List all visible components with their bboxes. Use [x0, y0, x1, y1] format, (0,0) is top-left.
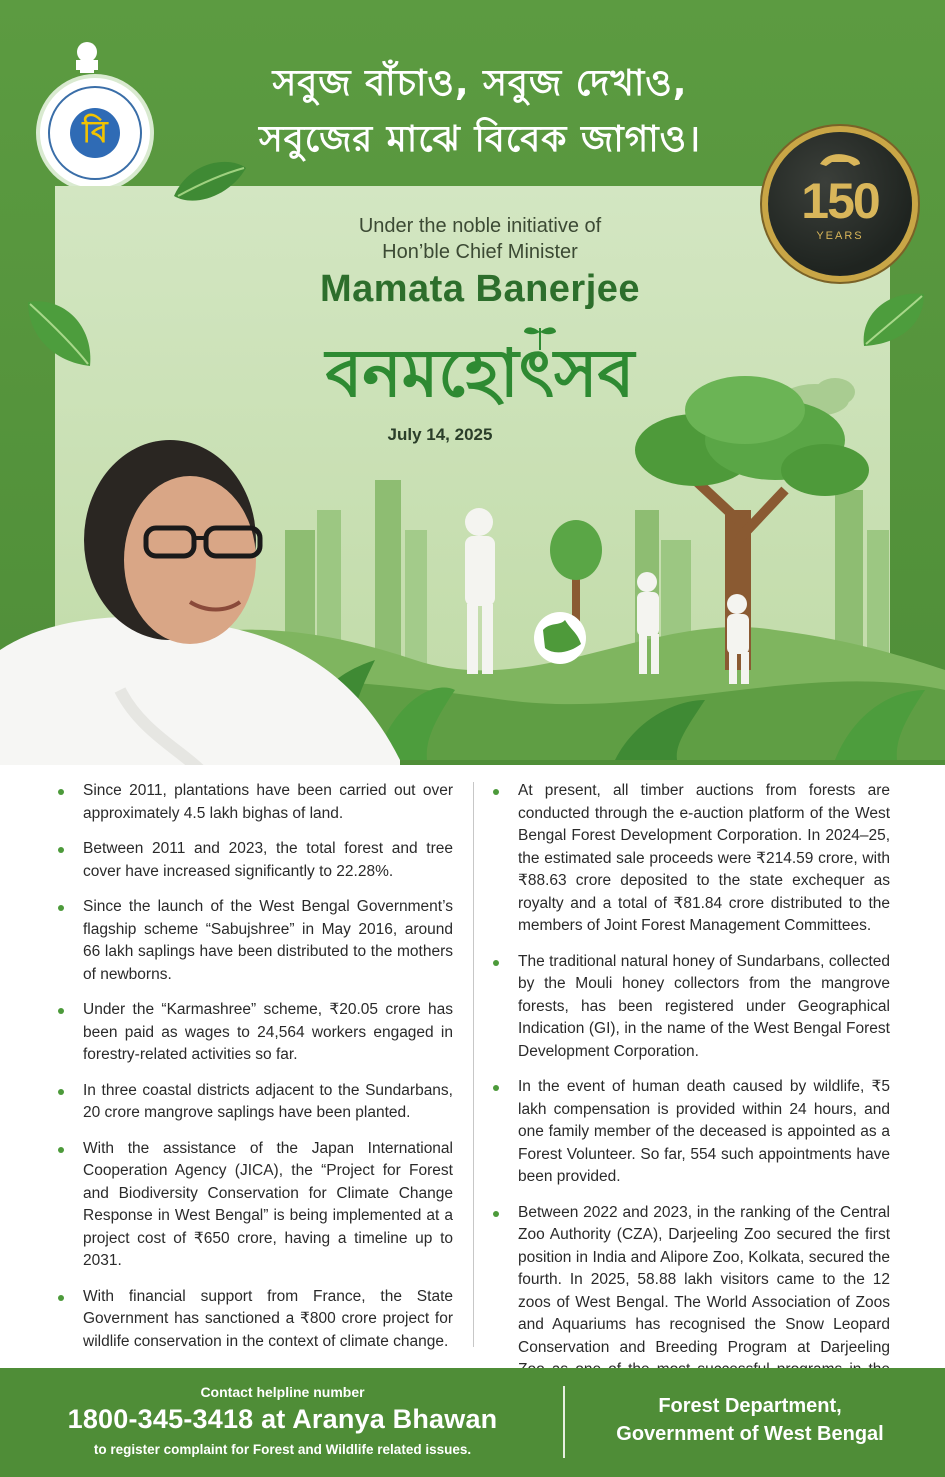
- department-line-2: Government of West Bengal: [616, 1423, 884, 1445]
- bullet-item: In three coastal districts adjacent to the Sundarbans, 20 crore mangrove saplings have been planted.: [55, 1080, 453, 1125]
- leaf-icon: [170, 156, 250, 210]
- sprout-icon: [520, 322, 560, 352]
- bullets-left-column: [55, 780, 453, 1366]
- department-name: [590, 1392, 910, 1448]
- helpline-purpose: to register complaint for Forest and Wildlife related issues.: [93, 1442, 472, 1457]
- bullet-item: Between 2022 and 2023, in the ranking of the Central Zoo Authority (CZA), Darjeeling Zoo secured the first position in India and Alipore Zoo, Kolkata, secured the fourth. In 2025, 58.88 lakh visitors came to the 12 zoos of West Bengal. The World Association of Zoos and Aquariums has recognised the Snow Leopard Conservation and Breeding Program at Darjeeling: [490, 1202, 890, 1405]
- badge-label: YEARS: [816, 230, 864, 242]
- festival-title: বনমহোৎসব: [325, 335, 635, 412]
- badge-number: 150: [801, 173, 879, 229]
- helpline-caption: Contact helpline number: [200, 1384, 365, 1400]
- lion-capital-icon: [70, 34, 104, 74]
- leaf-icon: [858, 290, 928, 350]
- column-divider: [473, 782, 474, 1347]
- bullet-item: Under the “Karmashree” scheme, ₹20.05 crore has been paid as wages to 24,564 workers engaged in forestry-related activities so far.: [55, 999, 453, 1067]
- bullet-item: Between 2011 and 2023, the total forest and tree cover have increased significantly to 22.28%.: [55, 838, 453, 883]
- bullets-right-column: [490, 780, 890, 1417]
- helpline-block: [30, 1368, 535, 1477]
- intro-line-2: Hon’ble Chief Minister: [382, 241, 578, 263]
- tiger-emblem-icon: [818, 150, 862, 168]
- west-bengal-emblem-icon: [40, 78, 150, 188]
- bullet-item: Since the launch of the West Bengal Government’s flagship scheme “Sabujshree” in May 2016, around 66 lakh saplings have been distributed to the mothers of newborns.: [55, 896, 453, 986]
- bullet-item: With financial support from France, the State Government has sanctioned a ₹800 crore project for wildlife conservation in the context of climate change.: [55, 1286, 453, 1354]
- bullet-item: The traditional natural honey of Sundarbans, collected by the Mouli honey collectors from the mangrove forests, has been registered under Geographical Indication (GI), in the name of the West Bengal Forest Development Corporation.: [490, 951, 890, 1064]
- leaf-icon: [24, 296, 96, 370]
- department-line-1: Forest Department,: [658, 1395, 842, 1417]
- chief-minister-portrait: [0, 430, 420, 765]
- bullet-item: With the assistance of the Japan International Cooperation Agency (JICA), the “Project for Forest and Biodiversity Conservation for Climate Change Response in West Bengal” is being implemented at a project cost of ₹650 crore, having a timeline up to 2031.: [55, 1138, 453, 1273]
- intro-line-1: Under the noble initiative of: [358, 215, 602, 237]
- festival-date: July 14, 2025: [387, 425, 493, 444]
- bullet-item: At present, all timber auctions from forests are conducted through the e-auction platform of the West Bengal Forest Development Corporation. In 2024–25, the estimated sale proceeds were ₹214.59 crore, with ₹88.63 crore deposited to the state exchequer as royalty and a total of ₹81.84 crore distributed to the members of Joint Forest Management Committees.: [490, 780, 890, 938]
- helpline-number: 1800-345-3418 at Aranya Bhawan: [67, 1404, 498, 1434]
- 150-years-badge: [768, 132, 912, 276]
- bullet-item: In the event of human death caused by wildlife, ₹5 lakh compensation is provided within 24 hours, and one family member of the deceased is appointed as a Forest Volunteer. So far, 554 such appointments have been provided.: [490, 1076, 890, 1189]
- emblem-mark: বি: [82, 115, 108, 150]
- bullet-item: Since 2011, plantations have been carried out over approximately 4.5 lakh bighas of land.: [55, 780, 453, 825]
- footer-bar: [0, 1368, 945, 1477]
- slogan-line-2: সবুজের মাঝে বিবেক জাগাও।: [258, 119, 702, 160]
- bullet-list-left: [55, 780, 453, 1353]
- chief-minister-name: Mamata Banerjee: [319, 268, 641, 310]
- footer-divider: [563, 1386, 565, 1458]
- bullet-list-right: [490, 780, 890, 1404]
- slogan-line-1: সবুজ বাঁচাও, সবুজ দেখাও,: [272, 63, 688, 104]
